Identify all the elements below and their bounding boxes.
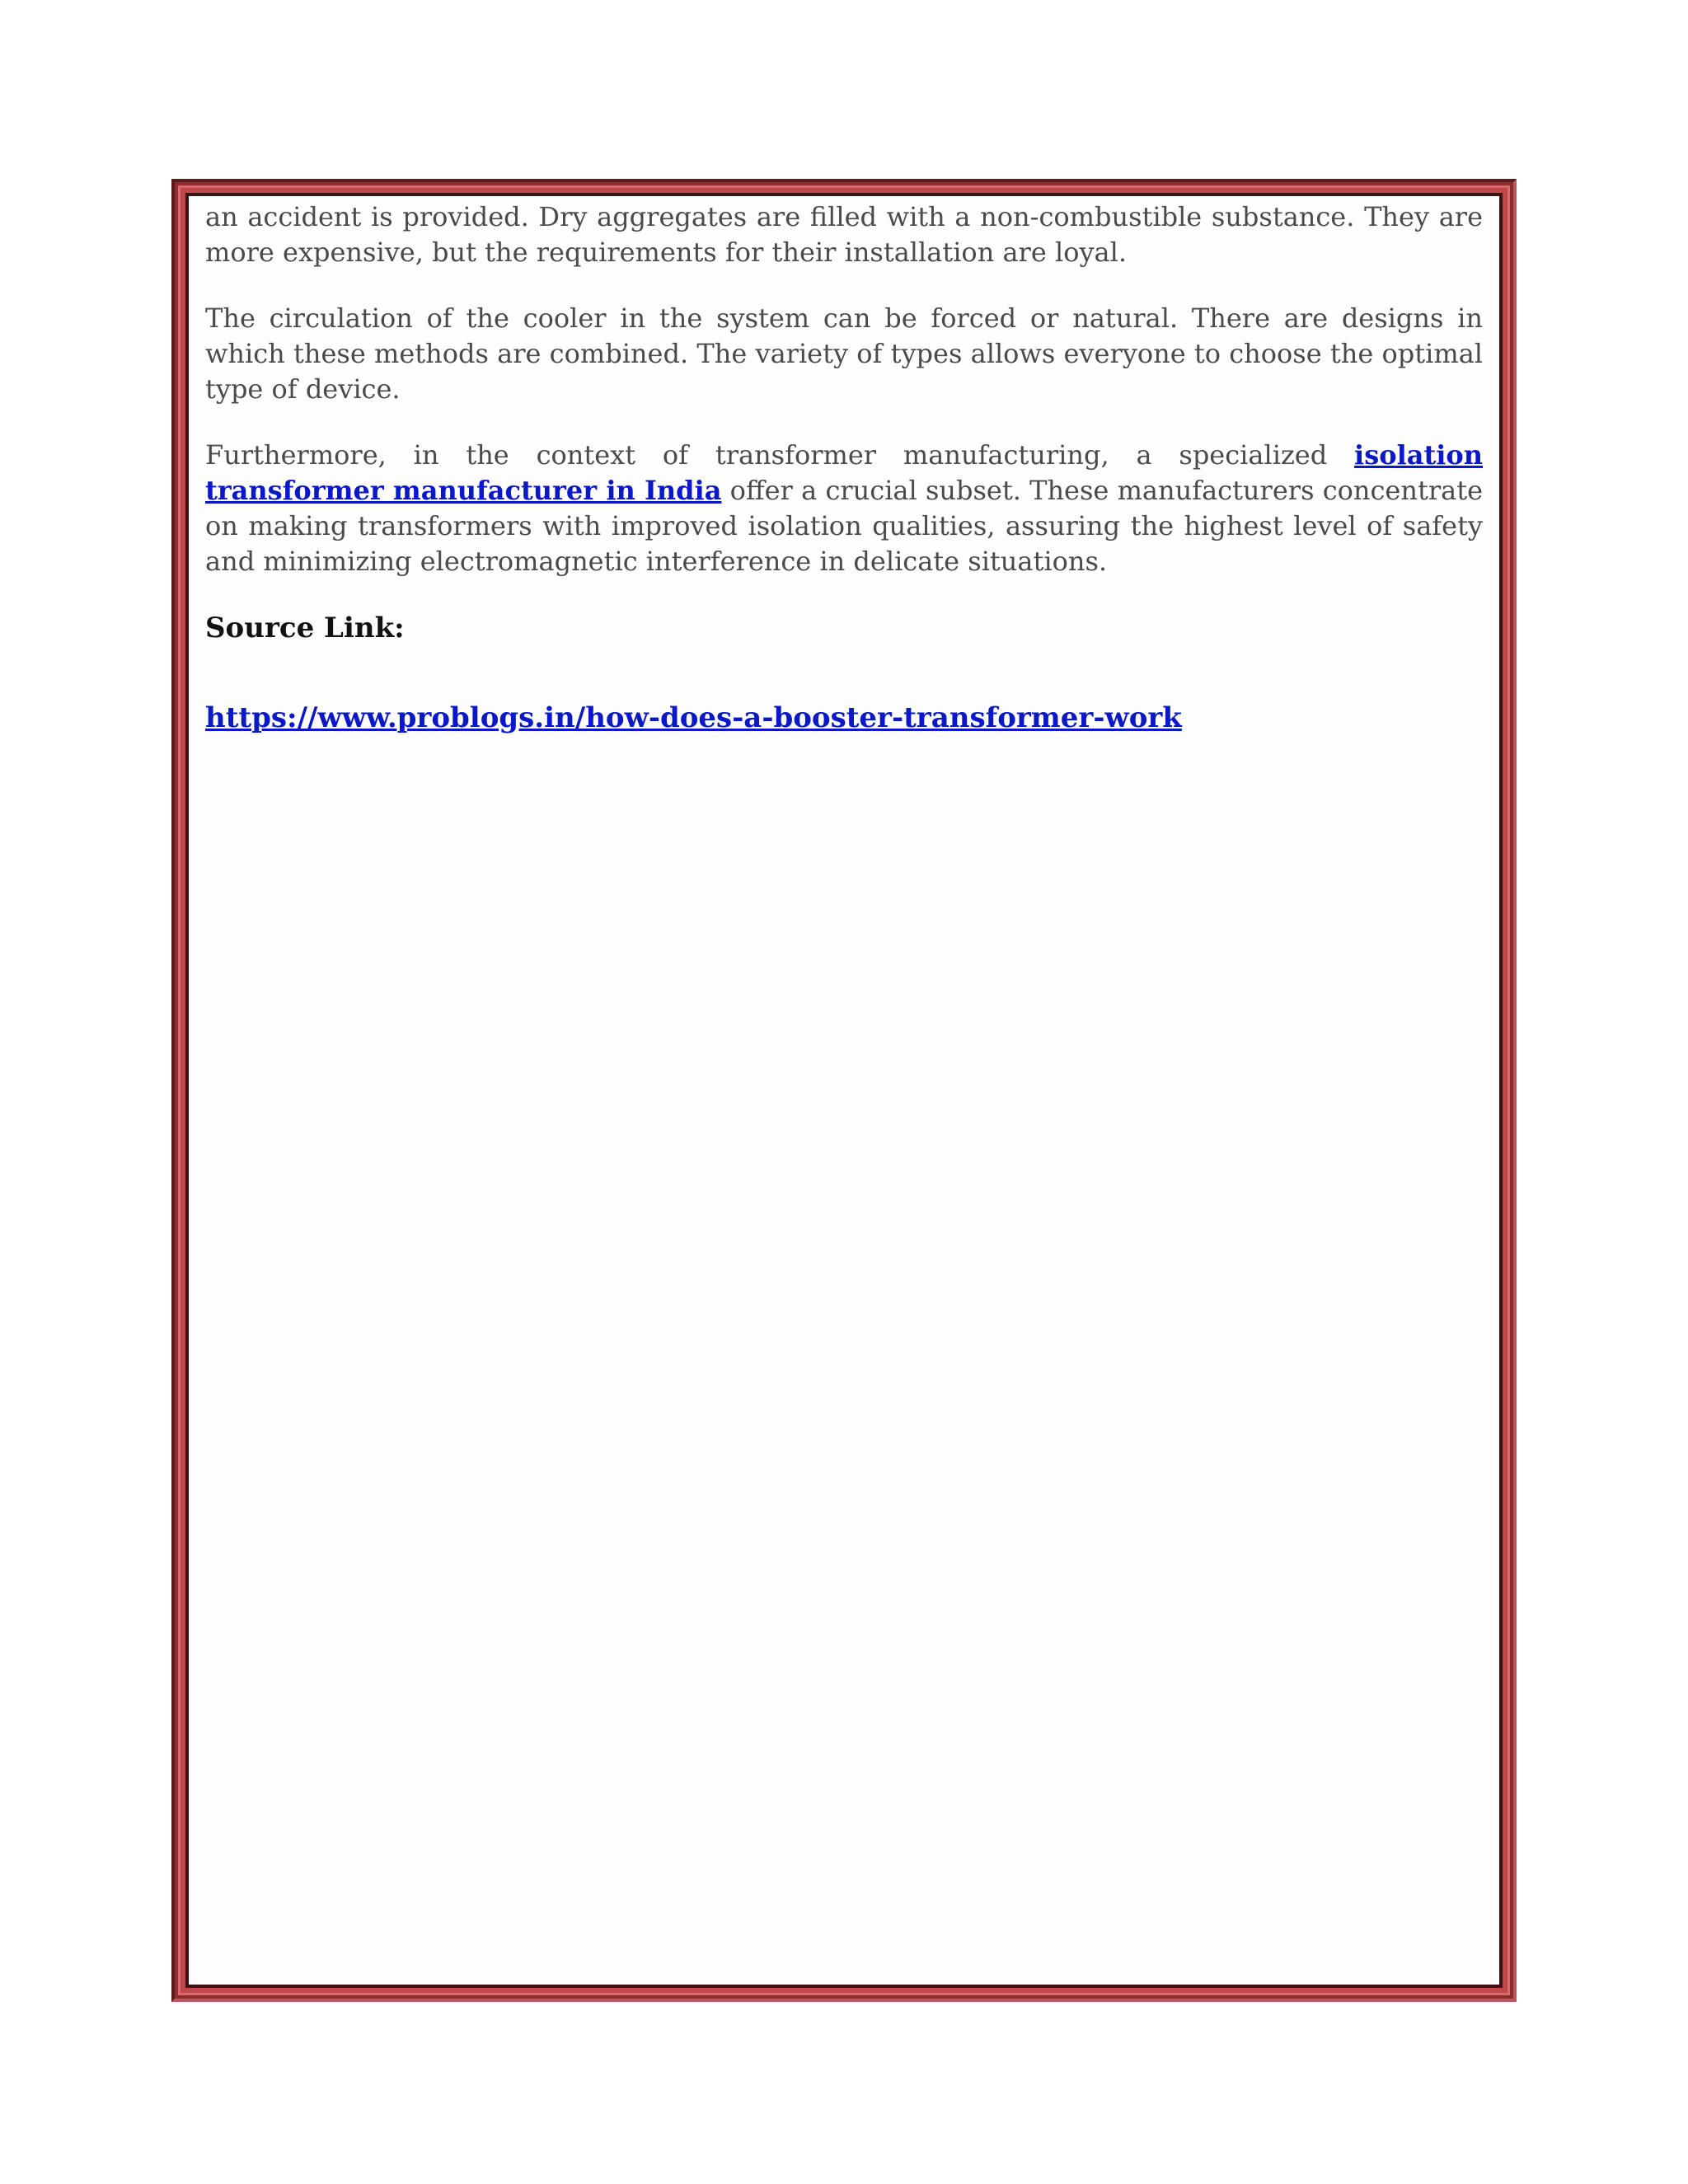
- paragraph-text-after-link: offer a crucial subset. These manufacturers concentrate on making transformers with improved isolation qualities, assuring the highest level of safety and minimizing electromagnetic interference in delicate situations.: [205, 475, 1484, 577]
- paragraph-dry-aggregates: an accident is provided. Dry aggregates are filled with a non-combustible substance. They are more expensive, but the requirements for their installation are loyal.: [205, 201, 1483, 268]
- source-url-link[interactable]: https://www.problogs.in/how-does-a-booster-transformer-work: [205, 701, 1182, 734]
- paragraph-isolation-transformer: [205, 438, 1483, 579]
- page-border-inner-band: [178, 185, 1510, 1995]
- page-border-frame: [171, 179, 1517, 2002]
- paragraph-cooler-circulation: The circulation of the cooler in the system can be forced or natural. There are designs in which these methods are combined. The variety of types allows everyone to choose the optimal type of device.: [205, 302, 1483, 405]
- page-content-area: [185, 193, 1503, 1988]
- document-body: [205, 199, 1483, 736]
- source-link-heading: Source Link:: [205, 612, 405, 644]
- paragraph-text-before-link: Furthermore, in the context of transformer manufacturing, a specialized: [205, 439, 1355, 471]
- isolation-transformer-link[interactable]: isolation transformer manufacturer in India: [205, 439, 1483, 506]
